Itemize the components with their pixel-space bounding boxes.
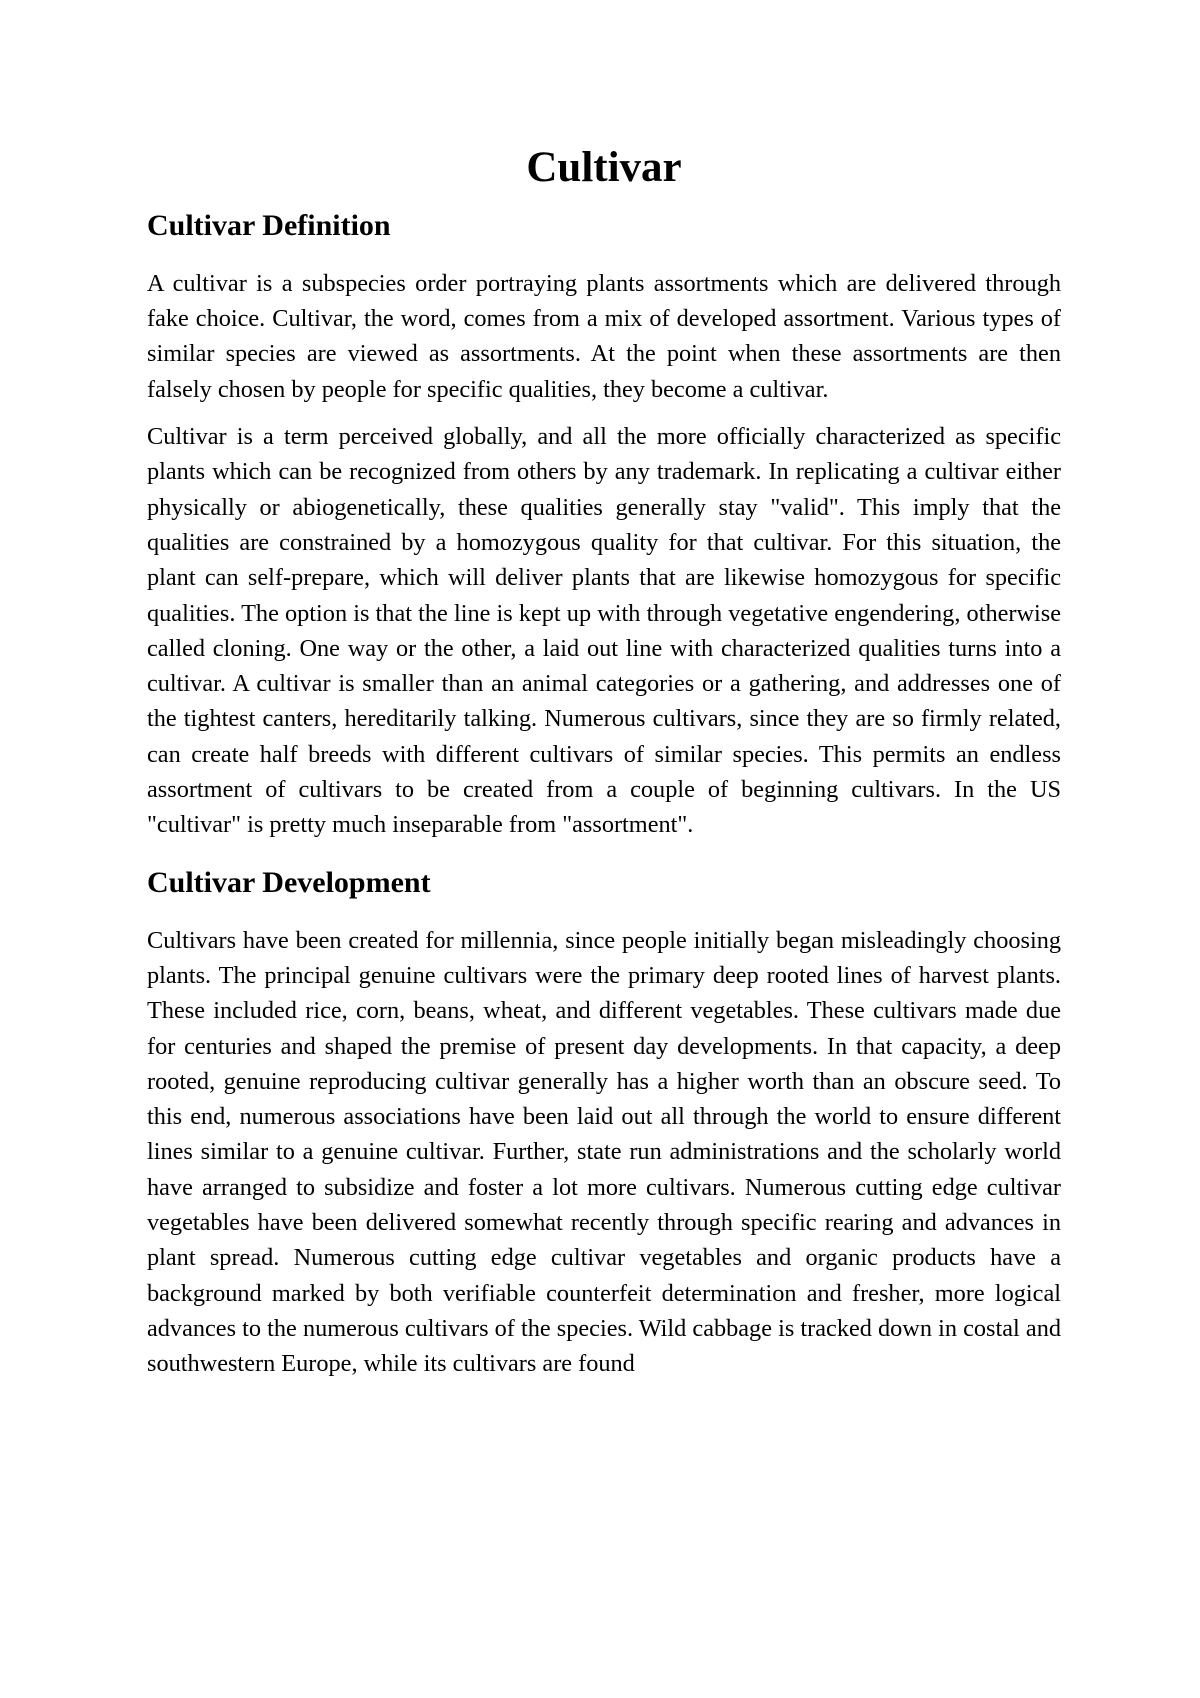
document-page	[147, 140, 1061, 1394]
paragraph-definition-2: Cultivar is a term perceived globally, and all the more officially characterized as specific plants which can be recognized from others by any trademark. In replicating a cultivar either physically or abiogenetically, these qualities generally stay "valid". This imply that the qualities are constrained by a homozygous quality for that cultivar. For this situation, the plant can self-prepare, which will deliver plants that are likewise homozygous for specific qualities. The option is that the line is kept up with through vegetative engendering, otherwise called cloning. One way or the other, a laid out line with characterized qualities turns into a cultivar. A cultivar is smaller than an animal categories or a gathering, and addresses one of the tightest canters, hereditarily talking. Numerous cultivars, since they are so firmly related, can create half breeds with different cultivars of similar species. This permits an endless assortment of cultivars to be created from a couple of beginning cultivars. In the US "cultivar" is pretty much inseparable from "assortment".	[147, 423, 1061, 839]
paragraph-development-1: Cultivars have been created for millennia, since people initially began misleadingly choosing plants. The principal genuine cultivars were the primary deep rooted lines of harvest plants. These included rice, corn, beans, wheat, and different vegetables. These cultivars made due for centuries and shaped the premise of present day developments. In that capacity, a deep rooted, genuine reproducing cultivar generally has a higher worth than an obscure seed. To this end, numerous associations have been laid out all through the world to ensure different lines similar to a genuine cultivar. Further, state run administrations and the scholarly world have arranged to subsidize and foster a lot more cultivars. Numerous cutting edge cultivar vegetables have been delivered somewhat recently through specific rearing and advances in plant spread. Numerous cutting edge cultivar vegetables and organic products have a background marked by both verifiable counterfeit determination and fresher, more logical advances to the numerous cultivars of the species. Wild cabbage is tracked down in costal and southwestern Europe, while its cultivars are found	[147, 926, 1061, 1378]
paragraph-definition-1: A cultivar is a subspecies order portraying plants assortments which are delivered through fake choice. Cultivar, the word, comes from a mix of developed assortment. Various types of similar species are viewed as assortments. At the point when these assortments are then falsely chosen by people for specific qualities, they become a cultivar.	[147, 269, 1061, 403]
section-heading-development: Cultivar Development	[147, 865, 431, 899]
section-heading-definition: Cultivar Definition	[147, 208, 391, 242]
document-title: Cultivar	[526, 144, 682, 191]
